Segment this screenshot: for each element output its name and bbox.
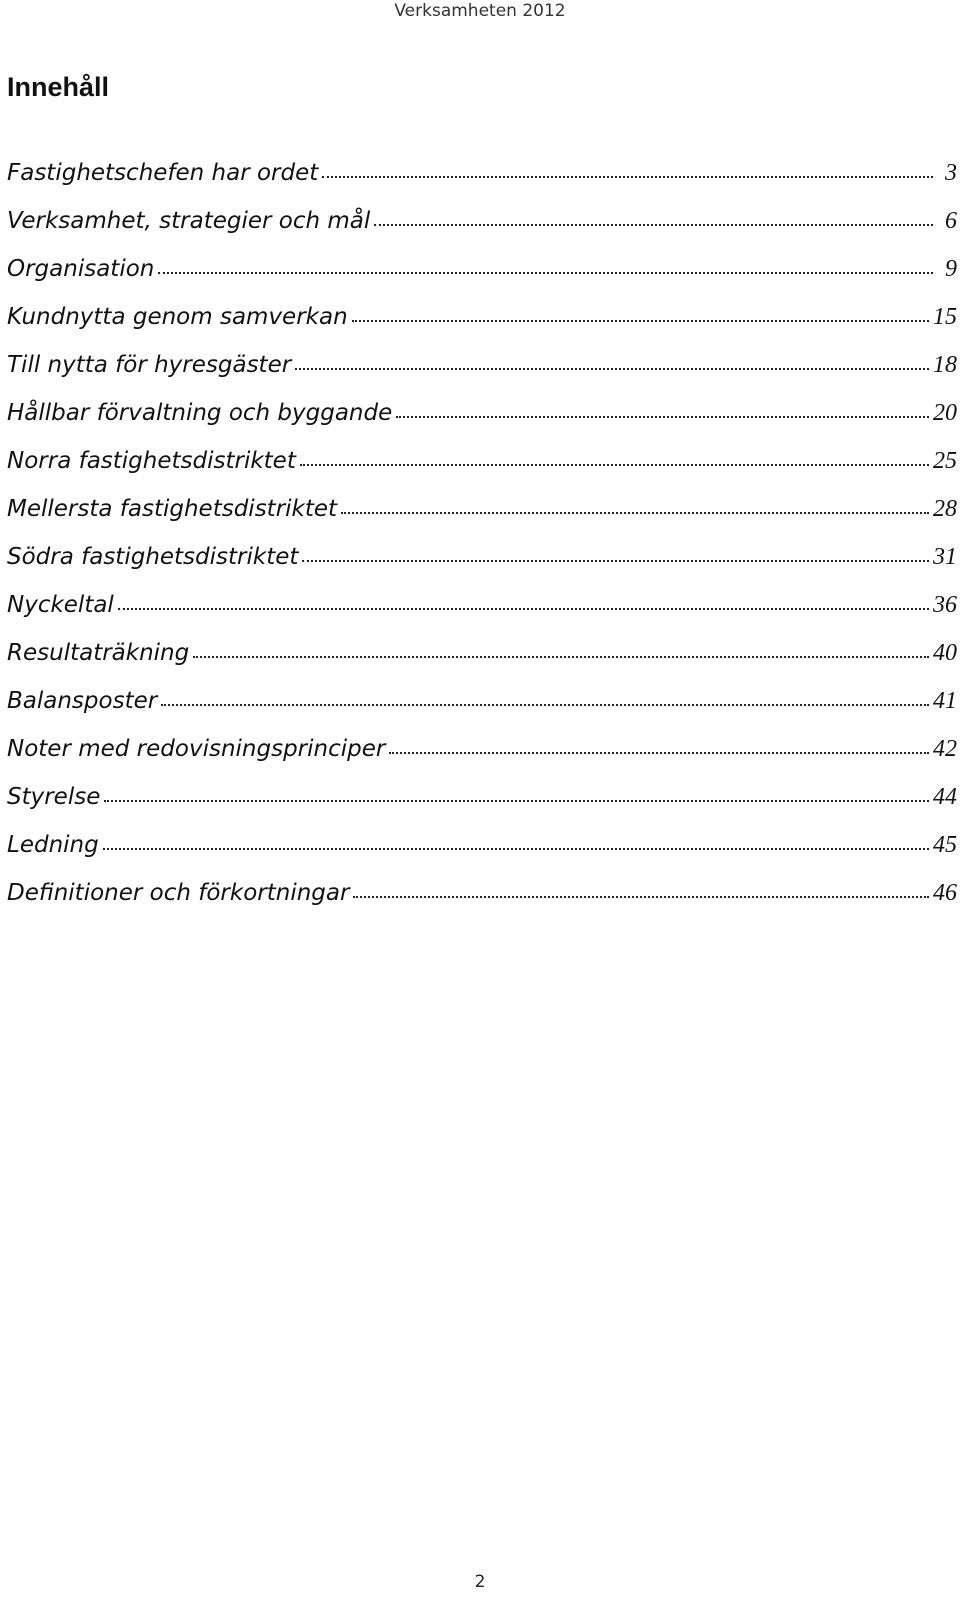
toc-entry-page: 41 (933, 688, 957, 714)
toc-entry[interactable] (7, 400, 959, 448)
dot-leader (374, 224, 933, 226)
toc-entry-label: Till nytta för hyresgäster (7, 352, 292, 378)
dot-leader (103, 848, 929, 850)
dot-leader (300, 464, 929, 466)
toc-entry-page: 9 (945, 256, 957, 282)
toc-entry-label: Södra fastighetsdistriktet (7, 544, 299, 570)
toc-entry-page: 6 (945, 208, 957, 234)
dot-leader (295, 368, 929, 370)
toc-entry[interactable] (7, 160, 959, 208)
dot-leader (161, 704, 929, 706)
toc-entry[interactable] (7, 448, 959, 496)
dot-leader (302, 560, 929, 562)
toc-entry[interactable] (7, 256, 959, 304)
toc-entry-label: Balansposter (7, 688, 158, 714)
dot-leader (352, 320, 929, 322)
toc-title: Innehåll (7, 72, 110, 102)
dot-leader (158, 272, 933, 274)
toc-entry-label: Styrelse (7, 784, 101, 810)
toc-entry[interactable] (7, 736, 959, 784)
toc-entry-page: 18 (933, 352, 957, 378)
toc-entry-page: 44 (933, 784, 957, 810)
page-number: 2 (474, 1572, 486, 1592)
toc-entry[interactable] (7, 544, 959, 592)
toc-entry-label: Hållbar förvaltning och byggande (7, 400, 393, 426)
toc-entry-label: Mellersta fastighetsdistriktet (7, 496, 338, 522)
toc-entry[interactable] (7, 784, 959, 832)
toc-entry-label: Verksamhet, strategier och mål (7, 208, 371, 234)
dot-leader (353, 896, 929, 898)
toc-entry-page: 25 (933, 448, 957, 474)
toc-entry-page: 31 (933, 544, 957, 570)
toc-entry-label: Definitioner och förkortningar (7, 880, 350, 906)
toc-entry[interactable] (7, 640, 959, 688)
toc-entry-label: Nyckeltal (7, 592, 114, 618)
toc-entry[interactable] (7, 688, 959, 736)
toc-entry-page: 20 (933, 400, 957, 426)
dot-leader (322, 176, 933, 178)
toc-entry-page: 15 (933, 304, 957, 330)
toc-entry-label: Organisation (7, 256, 155, 282)
dot-leader (118, 608, 929, 610)
dot-leader (341, 512, 929, 514)
toc-entry-page: 46 (933, 880, 957, 906)
toc-entry-page: 40 (933, 640, 957, 666)
toc-entry[interactable] (7, 352, 959, 400)
toc-entry[interactable] (7, 496, 959, 544)
dot-leader (104, 800, 929, 802)
toc-entry-label: Kundnytta genom samverkan (7, 304, 348, 330)
toc-entry[interactable] (7, 880, 959, 928)
toc-entry[interactable] (7, 592, 959, 640)
toc-entry[interactable] (7, 304, 959, 352)
toc-entry-page: 42 (933, 736, 957, 762)
toc-entry-label: Fastighetschefen har ordet (7, 160, 319, 186)
toc-entry-page: 3 (945, 160, 957, 186)
running-header: Verksamheten 2012 (394, 1, 566, 21)
table-of-contents (7, 160, 959, 928)
toc-entry-page: 45 (933, 832, 957, 858)
toc-entry-page: 36 (933, 592, 957, 618)
toc-entry-label: Norra fastighetsdistriktet (7, 448, 296, 474)
toc-entry-page: 28 (933, 496, 957, 522)
toc-entry-label: Ledning (7, 832, 99, 858)
toc-entry[interactable] (7, 832, 959, 880)
dot-leader (396, 416, 929, 418)
toc-entry[interactable] (7, 208, 959, 256)
toc-entry-label: Noter med redovisningsprinciper (7, 736, 386, 762)
dot-leader (389, 752, 929, 754)
dot-leader (193, 656, 929, 658)
toc-entry-label: Resultaträkning (7, 640, 190, 666)
